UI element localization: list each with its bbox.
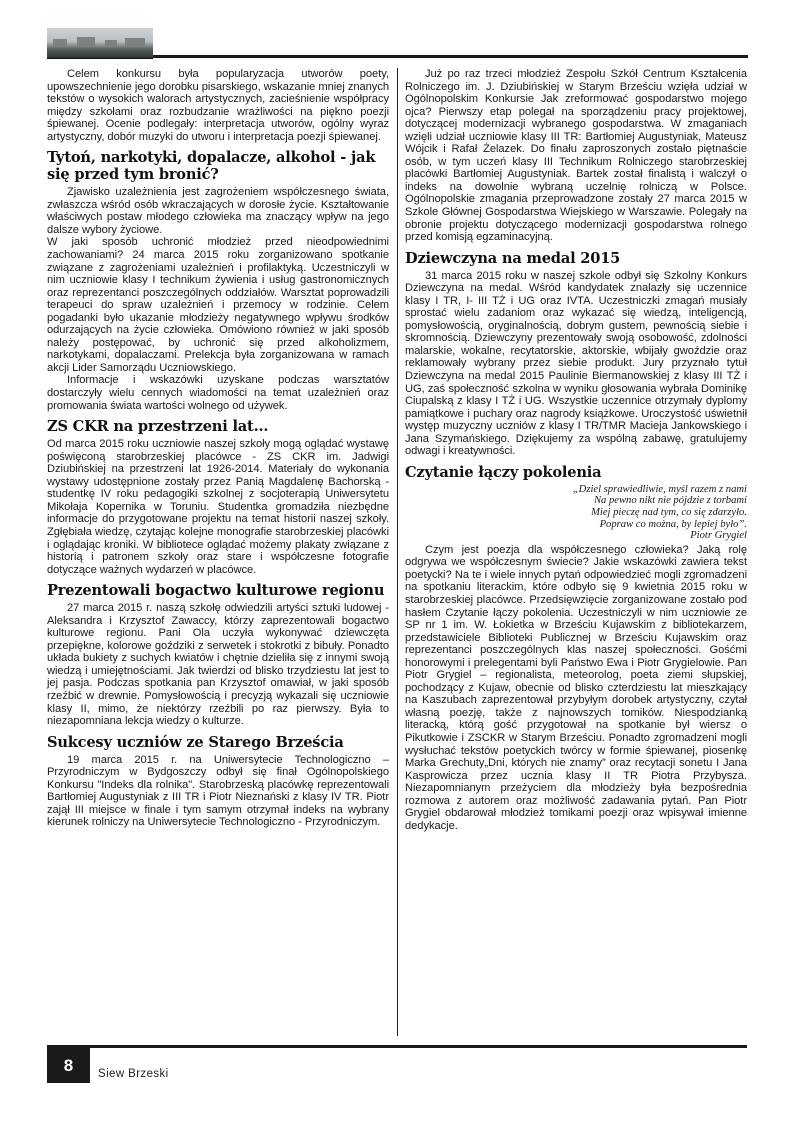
poem-quote (405, 484, 747, 542)
header-photo (47, 28, 153, 59)
article-paragraph: Zjawisko uzależnienia jest zagrożeniem współczesnego świata, zwłaszcza wśród osób wkraczających w dorosłe życie. Kształtowanie właściwych postaw młodego człowieka ma znaczący wpływ na jego dalsze wybory życiowe. (47, 186, 389, 236)
article-paragraph: Czym jest poezja dla współczesnego człowieka? Jaką rolę odgrywa we współczesnym świecie? Jakie wskazówki zawiera tekst poetycki? Na te i wiele innych pytań odpowiedzieć mogli zgromadzeni na spotkaniu literackim, które odbyło się 9 kwietnia 2015 roku w starobrzeskiej placówce. Przedsięwzięcie zorganizowane zostało pod hasłem Czytanie łączy pokolenia. Uczestniczyli w nim uczniowie ze SP nr 1 im. W. Łokietka w Brześciu Kujawskim z bibliotekarzem, przedstawiciele Biblioteki Publicznej w Brześciu Kujawskim oraz reprezentanci poszczególnych klas naszej społeczności. Gośćmi honorowymi i prelegentami byli Państwo Ewa i Piotr Grygielowie. Pan Piotr Grygiel – regionalista, meteorolog, poeta ziemi słupskiej, pochodzący z Kujaw, obecnie od blisko czterdziestu lat mieszkający na Kaszubach zaprezentował przybyłym dorobek artystyczny, czytał własną poezję, także z najnowszych tomików. Niespodzianką literacką, którą gość przygotował na spotkanie był wiersz o Pikutkowie i ZSCKR w Starym Brześciu. Ponadto zgromadzeni mogli wysłuchać tekstów poetyckich twórcy w formie śpiewanej, piosenkę Marka Grechuty„Dni, których nie znamy” oraz recytacji sonetu I Jana Kasprowicza przez ucznia klasy II TR Piotra Przybysza. Niezapomnianym przeżyciem dla młodzieży była bezpośrednia rozmowa z autorem oraz możliwość zadawania pytań. Pan Piotr Grygiel obdarował młodzież tomikami poezji oraz wpisywał imienne dedykacje. (405, 543, 747, 832)
page-number: 8 (47, 1048, 90, 1083)
magazine-name: Siew Brzeski (98, 1068, 169, 1080)
article-title: Czytanie łączy pokolenia (405, 463, 602, 481)
article-title: Dziewczyna na medal 2015 (405, 249, 621, 267)
left-column (47, 68, 389, 829)
article-title: ZS CKR na przestrzeni lat... (47, 418, 269, 436)
article-paragraph: 31 marca 2015 roku w naszej szkole odbył się Szkolny Konkurs Dziewczyna na medal. Wśród kandydatek znalazły się uczennice klasy I TR, I- III TŻ i UG oraz IVTA. Uczestniczki zmagań musiały sprostać wielu zadaniom oraz wykazać się wiedzą, inteligencją, pomysłowością, oryginalnością, dobrym gustem, pewnością siebie i skromnością. Dziewczyny prezentowały swoją osobowość, zdolności malarskie, wokalne, recytatorskie, aktorskie, wbijały gwoździe oraz reklamowały wybrany przez siebie produkt. Jury przyznało tytuł Dziewczyna na medal 2015 Paulinie Biermanowskiej z klasy III TŻ i UG, zaś społeczność szkolna w wyniku głosowania wybrała Dominikę Ciupalską z klasy I TŻ i UG. Wszystkie uczennice otrzymały dyplomy pamiątkowe i puchary oraz nagrody książkowe. Uroczystość uświetnił występ muzyczny uczniów z klasy I TR/TMR Macieja Jankowskiego i Jana Szymańskiego. Dziękujemy za wspólną zabawę, gratulujemy odwagi i kreatywności. (405, 269, 747, 458)
article-paragraph: W jaki sposób uchronić młodzież przed nieodpowiednimi zachowaniami? 24 marca 2015 roku zorganizowano spotkanie związane z zagrożeniami uzależnień i profilaktyką. Uczestniczyli w nim uczniowie klasy I technikum żywienia i usług gastronomicznych oraz reprezentanci poszczególnych oddziałów. Warsztat poprowadzili terapeuci do spraw uzależnień i przemocy w rodzinie. Celem pogadanki było ukazanie młodzieży negatywnego wpływu środków odurzających na życie człowieka. Omówiono również w jaki sposób należy postępować, by uchronić się przed alkoholizmem, narkotykami, dopalaczami. Prelekcja była zorganizowana w ramach akcji Lider Samorządu Uczniowskiego. (47, 236, 389, 374)
intro-paragraph: Celem konkursu była popularyzacja utworów poety, upowszechnienie jego dorobku pisarskiego, wskazanie mniej znanych tekstów o wysokich walorach artystycznych, zacieśnienie współpracy między szkołami oraz rozbudzanie wrażliwości na piękno poezji śpiewanej. Ocenie podlegały: interpretacja utworów, ogólny wyraz artystyczny, dobór muzyki do utworu i interpretacja poezji śpiewanej. (47, 68, 389, 143)
article-paragraph: 19 marca 2015 r. na Uniwersytecie Technologiczno – Przyrodniczym w Bydgoszczy odbył się finał Ogólnopolskiego Konkursu "Indeks dla rolnika". Starobrzeską placówkę reprezentowali Bartłomiej Augustyniak z III TR i Piotr Nieznański z klasy IV TR. Piotr zajął III miejsce w finale i tym samym otrzymał indeks na wybrany kierunek rolniczy na Uniwersytecie Technologiczno - Przyrodniczym. (47, 753, 389, 829)
column-divider (397, 68, 398, 1036)
article-paragraph: Od marca 2015 roku uczniowie naszej szkoły mogą oglądać wystawę poświęconą starobrzeskiej placówce - ZS CKR im. Jadwigi Dziubińskiej na przestrzeni lat 1926-2014. Materiały do wykonania wystawy udostępnione zostały przez Panią Magdalenę Bachorską - studentkę IV roku pedagogiki szkolnej z socjoterapią Uniwersytetu Mikołaja Kopernika w Toruniu. Studentka gromadziła niezbędne informacje do przygotowane projektu na temat historii naszej szkoły. Zgłębiała wiedzę, czytając kolejne monografie starobrzeskiej placówki i oglądając kroniki. W bibliotece oglądać możemy plakaty związane z historią i patronem szkoły oraz stare i współczesne fotografie dotyczące ważnych wydarzeń w placówce. (47, 438, 389, 576)
footer-rule (47, 1045, 747, 1048)
article-paragraph: 27 marca 2015 r. naszą szkołę odwiedzili artyści sztuki ludowej - Aleksandra i Krzysztof Zawaccy, którzy zaprezentowali bogactwo kulturowe regionu. Pani Ola uczyła wykonywać dziewczęta przepiękne, kolorowe goździki z serwetek i stokrotki z bibuły. Ponadto układa bukiety z suchych kwiatów i chętnie dzieliła się z innymi swoją wiedzą i umiejętnościami. Jak twierdzi od blisko trzydziestu lat jest to jej pasja. Podczas spotkania pan Krzysztof omawiał, w jaki sposób rzeźbić w drewnie. Pomysłowością i precyzją wykazali się uczniowie klasy II, mimo, że niektórzy rzeźbili po raz pierwszy. Była to niezapomniana lekcja wiedzy o kulturze. (47, 602, 389, 728)
quote-line: Miej pieczę nad tym, co się zdarzyło. (591, 507, 747, 519)
article-title: Tytoń, narkotyki, dopalacze, alkohol - jak się przed tym bronić? (47, 149, 376, 184)
article-title: Sukcesy uczniów ze Starego Brześcia (47, 733, 344, 751)
quote-author: Piotr Grygiel (690, 530, 747, 542)
intro-paragraph: Już po raz trzeci młodzież Zespołu Szkół Centrum Kształcenia Rolniczego im. J. Dziubińskiej w Starym Brześciu wzięła udział w Ogólnopolskim Konkursie Jak zreformować gospodarstwo mojego ojca? Pierwszy etap polegał na sporządzeniu pracy projektowej, dotyczącej modernizacji wybranego gospodarstwa. W zmaganiach wzięli udział uczniowie klasy III TR: Bartłomiej Augustyniak, Mateusz Wójcik i Rafał Żelazek. Do finału zaproszonych zostało piętnaście osób, w tym uczeń klasy III Technikum Rolniczego starobrzeskiej placówki Bartłomiej Augustyniak. Bartek został finalistą i walczył o indeks na dowolnie wybraną uczelnię rolniczą w Polsce. Ogólnopolskie zmagania przeprowadzone zostały 27 marca 2015 w Szkole Głównej Gospodarstwa Wiejskiego w Warszawie. Polegały na obronie projektu dotyczącego modernizacji gospodarstwa rolnego przed komisją egzaminacyjną. (405, 68, 747, 244)
quote-line: „Dziel sprawiedliwie, myśl razem z nami (572, 483, 747, 495)
header-rule (153, 55, 748, 58)
article-title: Prezentowali bogactwo kulturowe regionu (47, 582, 385, 600)
quote-line: Na pewno nikt nie pójdzie z torbami (593, 495, 747, 507)
article-paragraph: Informacje i wskazówki uzyskane podczas warsztatów dostarczyły wielu cennych wiadomości na temat uzależnień oraz promowania świata wartości wolnego od używek. (47, 374, 389, 412)
right-column (405, 68, 747, 832)
quote-line: Popraw co można, by lepiej było”. (599, 518, 747, 530)
